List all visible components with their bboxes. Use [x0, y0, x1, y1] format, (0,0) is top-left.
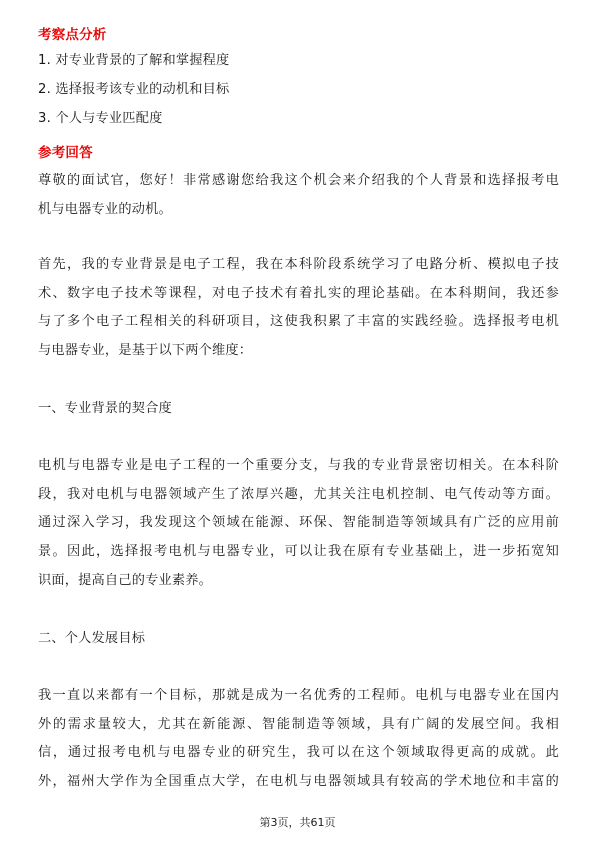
para2-line: 段，我对电机与电器领域产生了浓厚兴趣，尤其关注电机控制、电气传动等方面。 — [38, 487, 559, 502]
subheading-goals: 二、个人发展目标 — [38, 631, 146, 646]
analysis-point: 1. 对专业背景的了解和掌握程度 — [38, 53, 230, 68]
para3-line: 外的需求量较大，尤其在新能源、智能制造等领域，具有广阔的发展空间。我相 — [38, 717, 559, 732]
para3-line: 信，通过报考电机与电器专业的研究生，我可以在这个领域取得更高的成就。此 — [38, 745, 559, 760]
intro-line: 机与电器专业的动机。 — [38, 202, 172, 217]
para1-line: 与了多个电子工程相关的科研项目，这使我积累了丰富的实践经验。选择报考电机 — [38, 314, 559, 329]
para2-line: 识面，提高自己的专业素养。 — [38, 573, 213, 588]
para2-line: 景。因此，选择报考电机与电器专业，可以让我在原有专业基础上，进一步拓宽知 — [38, 544, 559, 559]
intro-line: 尊敬的面试官，您好！非常感谢您给我这个机会来介绍我的个人背景和选择报考电 — [38, 173, 559, 188]
para1-line: 首先，我的专业背景是电子工程，我在本科阶段系统学习了电路分析、模拟电子技 — [38, 257, 559, 272]
para3-line: 我一直以来都有一个目标，那就是成为一名优秀的工程师。电机与电器专业在国内 — [38, 688, 559, 703]
para3-line: 外，福州大学作为全国重点大学，在电机与电器领域具有较高的学术地位和丰富的 — [38, 774, 559, 789]
para1-line: 与电器专业，是基于以下两个维度： — [38, 343, 253, 358]
subheading-fit: 一、专业背景的契合度 — [38, 401, 172, 416]
para1-line: 术、数字电子技术等课程，对电子技术有着扎实的理论基础。在本科期间，我还参 — [38, 286, 559, 301]
para2-line: 通过深入学习，我发现这个领域在能源、环保、智能制造等领域具有广泛的应用前 — [38, 515, 559, 530]
page-number: 第3页，共61页 — [259, 816, 336, 829]
answer-heading: 参考回答 — [38, 145, 93, 161]
analysis-point: 3. 个人与专业匹配度 — [38, 111, 163, 126]
analysis-point: 2. 选择报考该专业的动机和目标 — [38, 82, 230, 97]
analysis-heading: 考察点分析 — [38, 27, 107, 43]
para2-line: 电机与电器专业是电子工程的一个重要分支，与我的专业背景密切相关。在本科阶 — [38, 458, 559, 473]
